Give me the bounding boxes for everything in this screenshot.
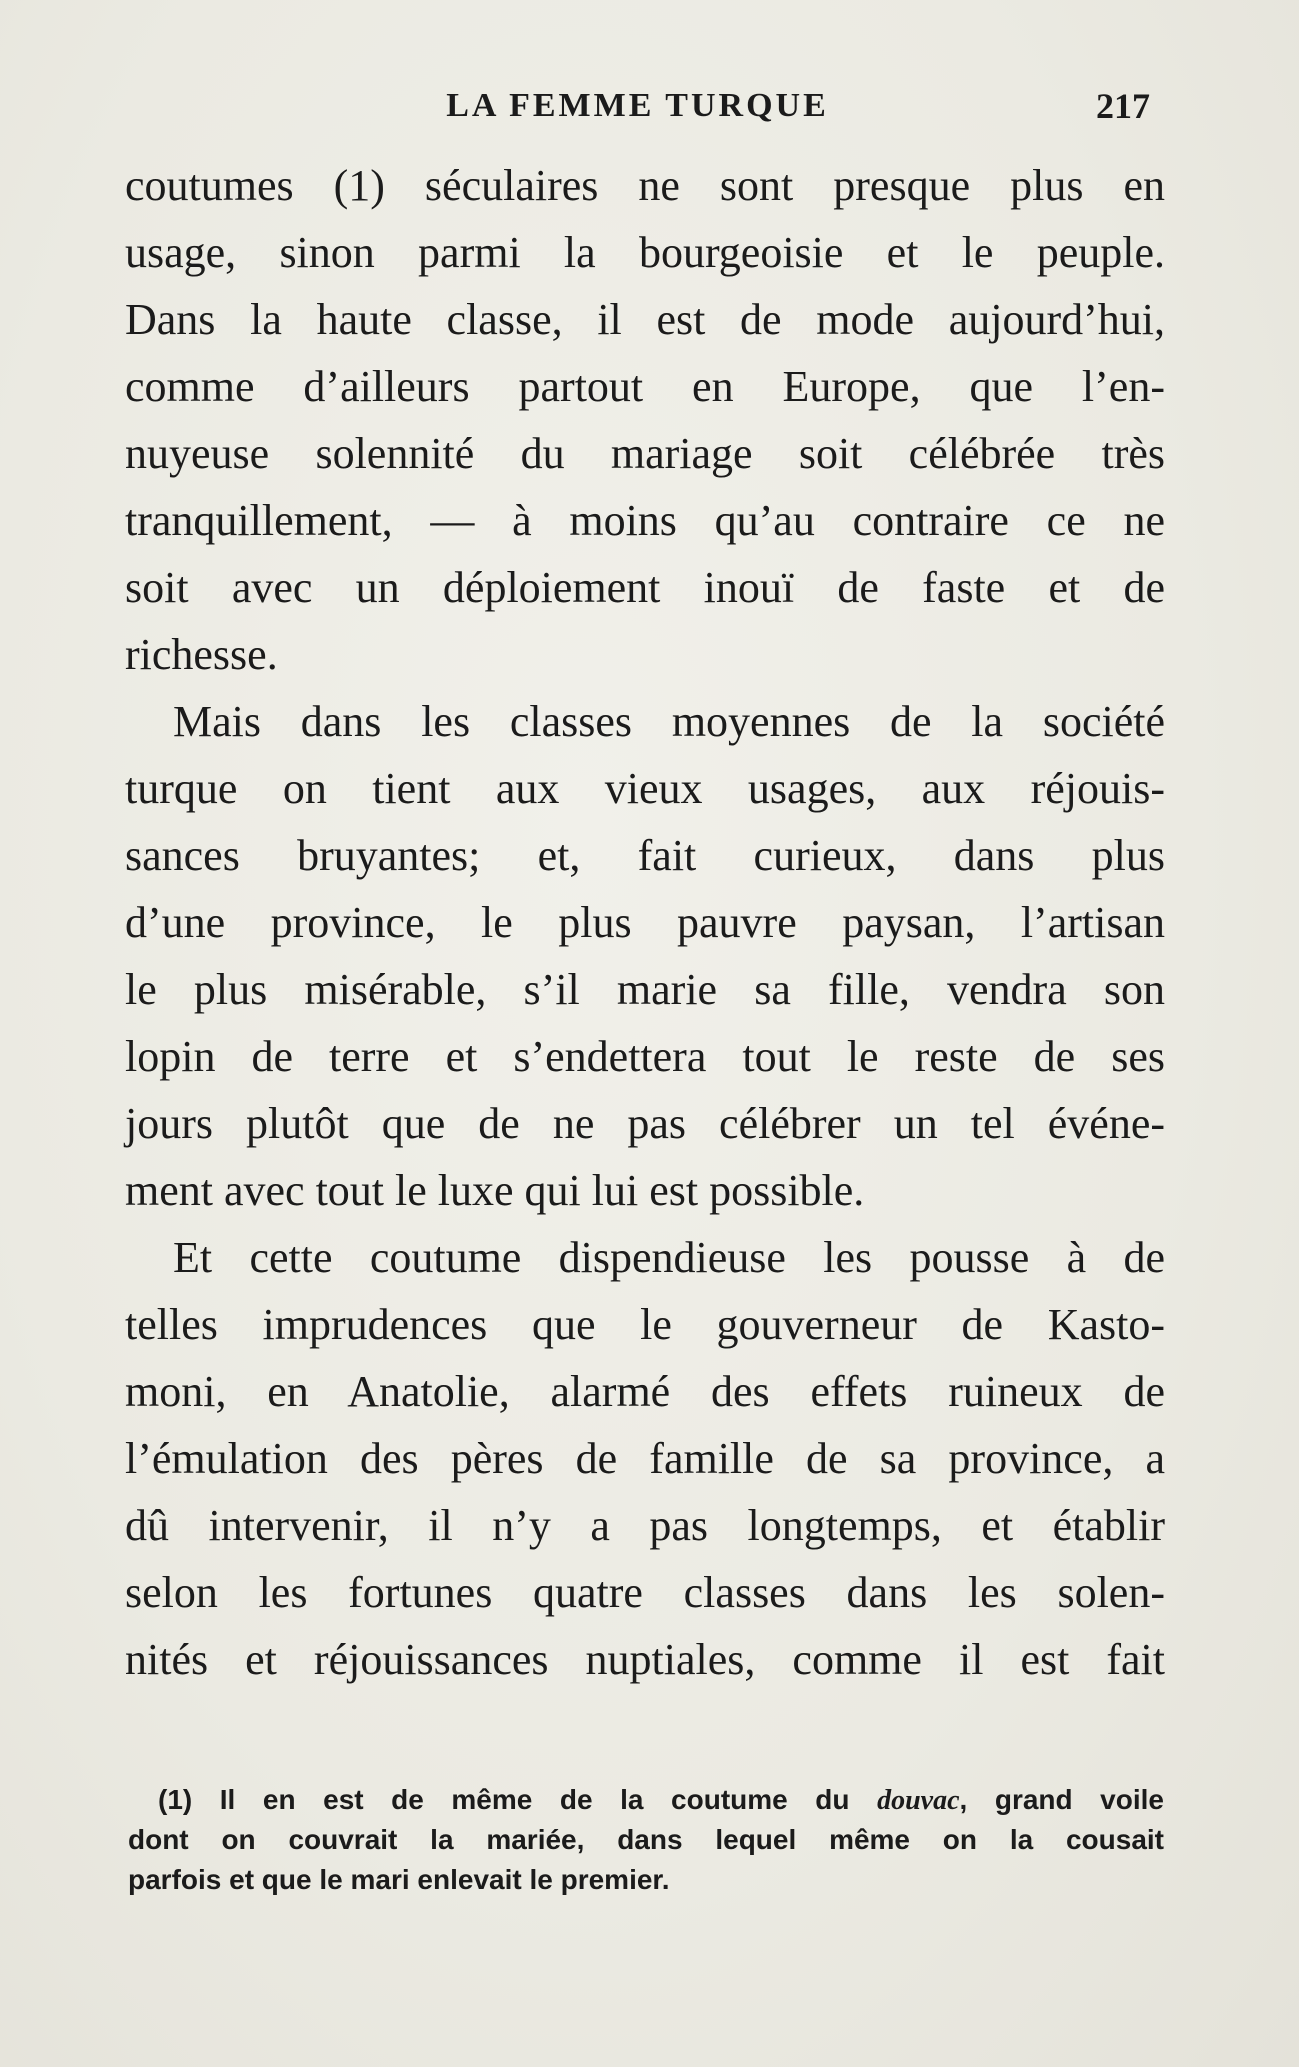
text-line: le plus misérable, s’il marie sa fille, vendra son — [125, 965, 1165, 1014]
text-line: ment avec tout le luxe qui lui est possible. — [125, 1166, 865, 1215]
footnote-line — [128, 1780, 1164, 1820]
running-title: LA FEMME TURQUE — [446, 87, 829, 124]
text-line: d’une province, le plus pauvre paysan, l’artisan — [125, 898, 1165, 947]
text-line: soit avec un déploiement inouï de faste et de — [125, 563, 1165, 612]
footnote-text: (1) Il en est de même de la coutume du — [158, 1784, 878, 1815]
page-number: 217 — [1096, 86, 1150, 126]
text-line: Et cette coutume dispendieuse les pousse à de — [173, 1233, 1165, 1282]
footnote — [128, 1780, 1164, 1900]
footnote-text: , grand voile — [959, 1784, 1164, 1815]
text-line: comme d’ailleurs partout en Europe, que l’en- — [125, 362, 1165, 411]
text-line: nités et réjouissances nuptiales, comme il est fait — [125, 1635, 1165, 1684]
text-line: richesse. — [125, 630, 278, 679]
footnote-line: parfois et que le mari enlevait le premier. — [128, 1864, 670, 1895]
body-text — [125, 152, 1165, 1693]
footnote-italic-term: douvac — [877, 1785, 960, 1816]
text-line: moni, en Anatolie, alarmé des effets ruineux de — [125, 1367, 1165, 1416]
text-line: jours plutôt que de ne pas célébrer un tel événe- — [125, 1099, 1165, 1148]
text-line: tranquillement, — à moins qu’au contraire ce ne — [125, 496, 1165, 545]
text-line: selon les fortunes quatre classes dans les solen- — [125, 1568, 1165, 1617]
text-line: nuyeuse solennité du mariage soit célébrée très — [125, 429, 1165, 478]
text-line: l’émulation des pères de famille de sa province, a — [125, 1434, 1165, 1483]
text-line: dû intervenir, il n’y a pas longtemps, et établir — [125, 1501, 1165, 1550]
footnote-line: dont on couvrait la mariée, dans lequel même on la cousait — [128, 1824, 1164, 1855]
text-line: coutumes (1) séculaires ne sont presque plus en — [125, 161, 1165, 210]
text-line: telles imprudences que le gouverneur de Kasto- — [125, 1300, 1165, 1349]
text-line: turque on tient aux vieux usages, aux réjouis- — [125, 764, 1165, 813]
text-line: usage, sinon parmi la bourgeoisie et le peuple. — [125, 228, 1165, 277]
text-line: sances bruyantes; et, fait curieux, dans plus — [125, 831, 1165, 880]
page-header — [125, 84, 1150, 132]
text-line: Dans la haute classe, il est de mode aujourd’hui, — [125, 295, 1165, 344]
text-line: lopin de terre et s’endettera tout le reste de ses — [125, 1032, 1165, 1081]
text-line: Mais dans les classes moyennes de la société — [173, 697, 1165, 746]
